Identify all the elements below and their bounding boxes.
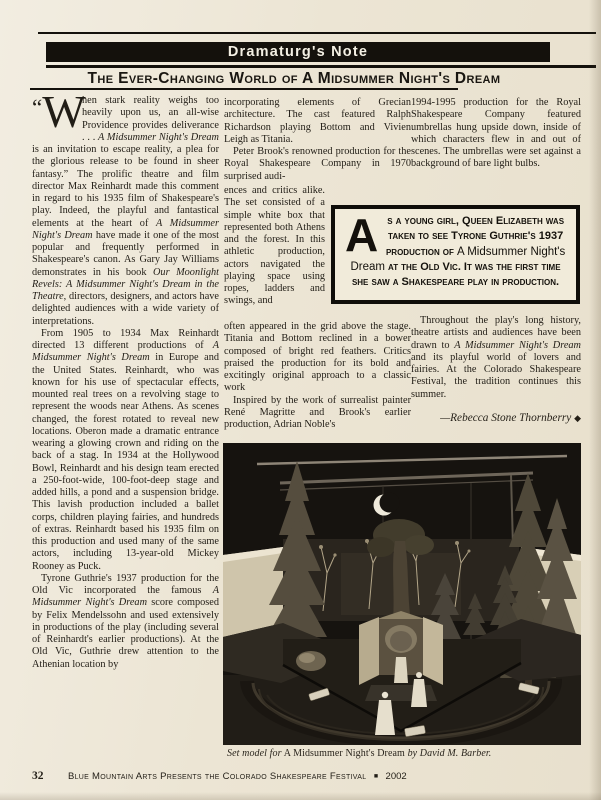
scan-edge: [589, 0, 601, 800]
article-column-3-top: [411, 97, 581, 187]
caption-title: A Midsummer Night's Dream: [283, 748, 405, 759]
caption-italic-lead: Set model for: [227, 748, 282, 759]
scan-edge: [0, 792, 601, 800]
paragraph: ences and critics alike. The set consisted of a simple white box that represented both Athens and the forest. In this athletic production, actors navigated the playing space using ropes, ladders and swings, and: [224, 185, 325, 307]
title-underline: [30, 88, 458, 90]
callout-drop-cap: A: [345, 209, 379, 261]
top-rule: [38, 32, 596, 34]
byline-author: —Rebecca Stone Thornberry: [440, 412, 572, 424]
caption-credit: by David M. Barber.: [407, 748, 492, 759]
callout-text: s a young girl, Queen Elizabeth was taken to see Tyrone Guthrie's 1937 production of A Midsummer Night's Dream at the Old Vic. It was the first time she saw a Shakespeare play in production.: [350, 215, 566, 289]
set-model-illustration: [223, 443, 581, 745]
square-bullet-icon: ■: [373, 773, 379, 780]
article-column-2-top: [224, 97, 411, 185]
paragraph: Peter Brook's renowned production for the Royal Shakespeare Company in 1970 surprised audi-: [224, 146, 411, 182]
paragraph: incorporating elements of Grecian architecture. The cast featured Ralph Richardson playing Bottom and Vivien Leigh as Titania.: [224, 97, 411, 145]
section-banner: Dramaturg's Note: [46, 42, 550, 62]
article-column-2-narrow: [224, 185, 325, 321]
footer-text: Blue Mountain Arts Presents the Colorado Shakespeare Festival: [67, 771, 367, 782]
page-number: 32: [32, 770, 44, 782]
throne-structure: [359, 611, 443, 701]
paragraph: 1994-1995 production for the Royal Shakespeare Company featured umbrellas hung upside down, inside of which characters flew in and out of scenes. The umbrellas were set against a background of bare light bulbs.: [411, 97, 581, 170]
footer-year: 2002: [385, 771, 407, 782]
pull-quote-box: [331, 205, 580, 304]
paragraph: often appeared in the grid above the stage. Titania and Bottom reclined in a bower composed of bright red feathers. Critics praised the production for its bold and excitingly original approach to a classic work: [224, 321, 411, 394]
drop-cap: “W: [32, 95, 86, 137]
article-column-3-bottom: [411, 315, 581, 405]
article-column-1: [32, 95, 219, 759]
rock: [296, 651, 326, 671]
diamond-icon: ◆: [574, 413, 581, 423]
page-footer: [32, 766, 572, 784]
mid-rule: [46, 65, 596, 68]
paragraph: From 1905 to 1934 Max Reinhardt directed 13 different productions of A Midsummer Night's Dream in Europe and the United States. Reinhardt, who was known for his use of spectacular effects, mounted real trees on a revolving stage to represent the woods near Athens. As scenes changed, the forest rotated to reveal new locations. Oberon made a dramatic entrance wearing a glowing crown and riding on the back of a stag. In 1934 at the Hollywood Bowl, Reinhardt and his design team erected a 250-foot-wide, 100-foot-deep stage and added hills, a pond and a suspension bridge. This lavish production included a ballet corps, children playing fairies, and hundreds of extras. Reinhardt based his 1935 film on this production and used many of the same actors, including 13-year-old Mickey Rooney as Puck.: [32, 327, 219, 572]
paragraph: Throughout the play's long history, theatre artists and audiences have been drawn to A Midsummer Night's Dream and its playful world of lovers and fairies. At the Colorado Shakespeare Festival, the tradition continues this summer.: [411, 315, 581, 400]
article-column-2-bottom: [224, 321, 411, 439]
paragraph: [32, 95, 219, 328]
set-model-photo: [223, 443, 581, 745]
photo-caption: [227, 748, 581, 759]
paragraph: Inspired by the work of surrealist painter René Magritte and Brook's earlier production, Adrian Noble's: [224, 394, 411, 430]
paragraph: Tyrone Guthrie's 1937 production for the Old Vic incorporated the famous A Midsummer Night's Dream score composed by Felix Mendelssohn and used extensively in productions of the play (including several of Reinhardt's earlier productions). At the Old Vic, Guthrie drew attention to the Athenian location by: [32, 572, 219, 670]
article-title: The Ever-Changing World of A Midsummer Night's Dream: [87, 70, 501, 87]
byline: [401, 412, 581, 424]
paragraph-text: hen stark reality weighs too heavily upon us, an all-wise Providence provides deliverance . . . A Midsummer Night's Dream is an invitation to escape reality, a plea for the glorious release to be found in sheer fantasy.” The prolific theatre and film director Max Reinhardt made this comment in regard to his 1935 film of Shakespeare's play. Indeed, the playful and fantastical elements at the heart of A Midsummer Night's Dream have made it one of the most popular and frequently performed in Shakespeare's canon. As Gary Jay Williams demonstrates in his book Our Moonlight Revels: A Midsummer Night's Dream in the Theatre, directors, designers, and actors have delighted audiences with a wide variety of interpretations.: [32, 95, 219, 327]
